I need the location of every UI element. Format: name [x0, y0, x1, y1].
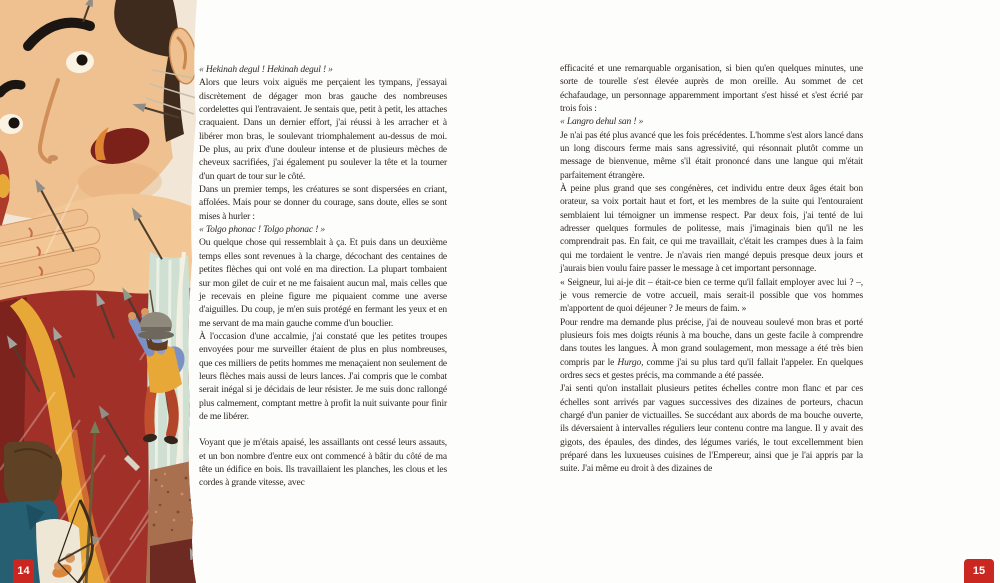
archer-hair: [4, 441, 62, 507]
dialogue-line: « Tolgo phonac ! Tolgo phonac ! »: [199, 225, 326, 236]
body-paragraph: Voyant que je m'étais apaisé, les assaillants ont cessé leurs assauts, et un bon nombre d'entre eux ont commencé à bâtir du côté de ma tête un édifice en bois. Ils travaillaient les planches, les clous et les cordes à grande vitesse, avec: [199, 438, 447, 489]
body-paragraph: À peine plus grand que ses congénères, cet individu entre deux âges était bon orateur, sa voix portait haut et fort, et les membres de la suite qui l'entouraient semblaient lui témoigner un immense respect. Par deux fois, j'ai tenté de lui adresser quelques formules de politesse, mais j'imaginais bien qu'il ne les comprendrait pas. En fait, ce qui me travaillait, c'était les crampes dues à la faim qui me tordaient le ventre. Je n'avais rien mangé depuis presque deux jours et j'aurais bien voulu faire passer le message à cet important personnage.: [560, 184, 863, 275]
body-paragraph: À l'occasion d'une accalmie, j'ai constaté que les petites troupes envoyées pour me surveiller étaient de plus en plus nombreuses, que ces milliers de petits hommes me menaçaient non seulement de leurs flèches mais aussi de leurs lances. J'ai compris que le combat serait inégal si je décidais de leur résister. Je me suis donc rallongé plus calmement, comptant mettre à profit la nuit suivante pour finir de me libérer.: [199, 331, 447, 422]
body-paragraph: Pour rendre ma demande plus précise, j'ai de nouveau soulevé mon bras et porté plusieurs fois mes doigts réunis à ma bouche, dans un geste facile à comprendre dans toutes les langues. À mon grand soulagement, mon message a été très bien compris par le Hurgo, comme j'ai su plus tard qu'il fallait l'appeler. En quelques ordres secs et gestes précis, ma commande a été passée.: [560, 317, 864, 381]
body-paragraph: J'ai senti qu'on installait plusieurs petites échelles contre mon flanc et par ces échelles sont arrivés par vagues successives des dizaines de porteurs, chacun chargé d'un panier de victuailles. Se succédant aux abords de ma bouche ouverte, ils déversaient à intervalles réguliers leur contenu contre ma langue. Il y avait des gigots, des épaules, des dindes, des légumes variés, le tout excellemment bien préparé dans les luxueuses cuisines de l'Empereur, ainsi que je l'ai appris par la suite. J'ai même eu droit à des dizaines de: [560, 384, 863, 475]
body-paragraph: Ou quelque chose qui ressemblait à ça. Et puis dans un deuxième temps elles sont revenues à la charge, décochant des centaines de petites flèches qui ont volé en ma direction. La plupart tombaient sur mon gilet de cuir et ne me faisaient aucun mal, mais celles que je recevais en pleine figure me piquaient comme une averse d'aiguilles. Du coup, je m'en suis protégé en fermant les yeux et en me servant de ma main gauche comme d'un bouclier.: [199, 238, 447, 329]
body-paragraph: Je n'ai pas été plus avancé que les fois précédentes. L'homme s'est alors lancé dans un long discours ferme mais sans agressivité, qui résonnait plutôt comme un message de bienvenue, même s'il était prononcé dans une langue qui m'était parfaitement étrangère.: [560, 130, 863, 181]
body-paragraph: efficacité et une remarquable organisation, si bien qu'en quelques minutes, une sorte de tourelle s'est élevée auprès de mon oreille. Au sommet de cet échafaudage, un personnage apparemment important s'est hissé et s'est écrié par trois fois :: [560, 64, 863, 115]
page-number-left: 14: [13, 559, 34, 583]
page-left-text: [199, 64, 447, 491]
illustration-gulliver-arrows: [0, 0, 206, 583]
dialogue-line: « Langro dehul san ! »: [560, 117, 644, 128]
body-paragraph: Dans un premier temps, les créatures se sont dispersées en criant, affolées. Mais pour se donner du courage, sans doute, elles se sont mises à hurler :: [199, 185, 447, 222]
body-paragraph: « Seigneur, lui ai-je dit – était-ce bien ce terme qu'il fallait employer avec lui ? –, je vous remercie de votre accueil, mais serait-il possible que vos hommes m'apportent de quoi déjeuner ? Je meurs de faim. »: [560, 277, 863, 315]
dialogue-line: « Hekinah degul ! Hekinah degul ! »: [199, 65, 333, 75]
page-number-right: 15: [964, 559, 994, 583]
speckled-ground: [146, 460, 196, 583]
body-paragraph: Alors que leurs voix aiguës me perçaient les tympans, j'essayai discrètement de dégager mon bras gauche des nombreuses cordelettes qui l'entravaient. Je sentais que, petit à petit, les attaches craquaient. Dans un dernier effort, j'ai réussi à les arracher et à libérer mon bras, le soulevant triomphalement au-dessus de moi. De plus, au prix d'une douleur intense et de plusieurs mèches de cheveux sacrifiées, j'ai également pu soulever la tête et la tourner d'un quart de tour sur le côté.: [199, 78, 447, 182]
page-right-text: [560, 63, 863, 477]
